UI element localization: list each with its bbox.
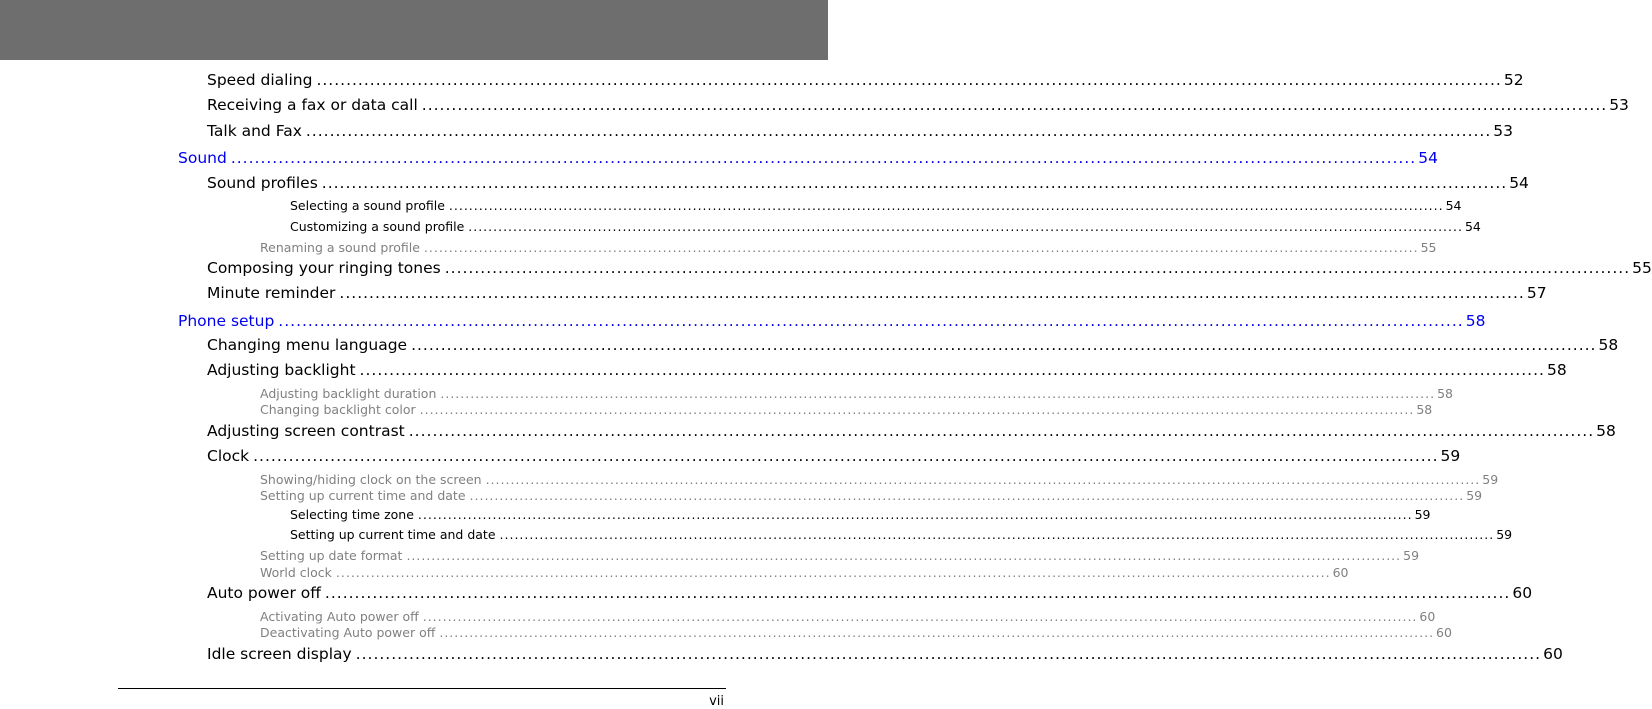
toc-entry-page: 59 (1403, 548, 1420, 563)
toc-entry[interactable] (290, 219, 1481, 234)
toc-entry[interactable] (207, 96, 1629, 114)
toc-entry[interactable] (207, 122, 1514, 140)
toc-section-link[interactable] (178, 149, 1438, 167)
toc-entry-label: Setting up current time and date (260, 488, 466, 503)
toc-entry-page: 53 (1609, 96, 1629, 114)
toc-entry-label: World clock (260, 565, 332, 580)
dot-leader: ........................................................................................................................................................................................................ (469, 488, 1465, 503)
dot-leader: ........................................................................................................................................................................................................ (406, 548, 1402, 563)
toc-entry-label: Sound profiles (207, 174, 318, 192)
toc-entry-label: Adjusting screen contrast (207, 422, 405, 440)
dot-leader: ........................................................................................................................................................................................................ (305, 122, 1492, 140)
toc-entry-page: 58 (1598, 336, 1619, 354)
toc-entry-label: Adjusting backlight duration (260, 386, 437, 401)
dot-leader: ........................................................................................................................................................................................................ (421, 96, 1608, 114)
toc-entry[interactable] (207, 284, 1547, 302)
toc-entry-label: Setting up current time and date (290, 527, 496, 542)
toc-entry-page: 59 (1482, 472, 1499, 487)
toc-entry-page: 59 (1414, 507, 1431, 522)
toc-entry-label: Adjusting backlight (207, 361, 356, 379)
toc-entry[interactable] (260, 240, 1437, 255)
dot-leader: ........................................................................................................................................................................................................ (230, 149, 1417, 167)
dot-leader: ........................................................................................................................................................................................................ (444, 259, 1631, 277)
toc-entry-label: Clock (207, 447, 250, 465)
toc-entry-label: Deactivating Auto power off (260, 625, 436, 640)
toc-entry-label: Renaming a sound profile (260, 240, 420, 255)
toc-entry-page: 60 (1332, 565, 1349, 580)
dot-leader: ........................................................................................................................................................................................................ (417, 507, 1413, 522)
toc-entry[interactable] (260, 548, 1420, 563)
toc-entry-page: 54 (1509, 174, 1529, 192)
toc-entry[interactable] (260, 565, 1349, 580)
toc-entry[interactable] (207, 174, 1529, 192)
dot-leader: ........................................................................................................................................................................................................ (499, 527, 1495, 542)
toc-section-link[interactable] (178, 312, 1486, 330)
dot-leader: ........................................................................................................................................................................................................ (439, 625, 1435, 640)
toc-entry-label: Minute reminder (207, 284, 336, 302)
toc-entry-label: Talk and Fax (207, 122, 302, 140)
toc-entry[interactable] (207, 71, 1524, 89)
dot-leader: ........................................................................................................................................................................................................ (440, 386, 1436, 401)
toc-entry-label: Selecting a sound profile (290, 198, 445, 213)
toc-entry-page: 59 (1440, 447, 1461, 465)
toc-entry-page: 55 (1632, 259, 1652, 277)
dot-leader: ........................................................................................................................................................................................................ (324, 584, 1511, 602)
toc-entry[interactable] (290, 527, 1513, 542)
toc-entry-label: Changing menu language (207, 336, 408, 354)
toc-entry[interactable] (260, 472, 1499, 487)
toc-entry-page: 54 (1464, 219, 1481, 234)
dot-leader: ........................................................................................................................................................................................................ (316, 71, 1502, 89)
toc-entry-page: 60 (1512, 584, 1533, 602)
dot-leader: ........................................................................................................................................................................................................ (422, 609, 1418, 624)
toc-entry[interactable] (207, 447, 1461, 465)
dot-leader: ........................................................................................................................................................................................................ (359, 361, 1545, 379)
dot-leader: ........................................................................................................................................................................................................ (423, 240, 1419, 255)
toc-entry[interactable] (207, 645, 1563, 663)
toc-entry-label: Changing backlight color (260, 402, 416, 417)
toc-entry-label: Selecting time zone (290, 507, 414, 522)
toc-entry-page: 58 (1546, 361, 1567, 379)
toc-entry[interactable] (207, 336, 1619, 354)
toc-entry-page: 53 (1493, 122, 1514, 140)
toc-entry-page: 54 (1445, 198, 1462, 213)
toc-entry[interactable] (207, 361, 1567, 379)
toc-entry-label: Composing your ringing tones (207, 259, 441, 277)
toc-entry-page: 58 (1465, 312, 1486, 330)
toc-entry-page: 59 (1496, 527, 1513, 542)
dot-leader: ........................................................................................................................................................................................................ (321, 174, 1508, 192)
header-bar (0, 0, 828, 60)
toc-entry-label: Speed dialing (207, 71, 313, 89)
toc-entry-page: 59 (1466, 488, 1483, 503)
toc-entry-page: 54 (1418, 149, 1438, 167)
toc-entry-page: 60 (1419, 609, 1436, 624)
toc-entry-page: 60 (1436, 625, 1452, 640)
toc-entry-label: Customizing a sound profile (290, 219, 465, 234)
toc-entry-page: 58 (1416, 402, 1433, 417)
dot-leader: ........................................................................................................................................................................................................ (253, 447, 1439, 465)
toc-entry[interactable] (290, 507, 1431, 522)
toc-entry[interactable] (260, 609, 1436, 624)
toc-entry-label: Idle screen display (207, 645, 352, 663)
toc-entry-page: 58 (1596, 422, 1616, 440)
dot-leader: ........................................................................................................................................................................................................ (419, 402, 1415, 417)
page-number: vii (709, 694, 724, 709)
toc-entry-page: 60 (1543, 645, 1563, 663)
dot-leader: ........................................................................................................................................................................................................ (335, 565, 1331, 580)
dot-leader: ........................................................................................................................................................................................................ (468, 219, 1463, 234)
toc-entry-label: Auto power off (207, 584, 321, 602)
toc-entry-page: 55 (1420, 240, 1437, 255)
toc-entry-page: 52 (1503, 71, 1524, 89)
toc-entry[interactable] (207, 259, 1652, 277)
toc-entry-label: Sound (178, 149, 227, 167)
toc-entry-label: Showing/hiding clock on the screen (260, 472, 482, 487)
dot-leader: ........................................................................................................................................................................................................ (355, 645, 1542, 663)
toc-entry-page: 57 (1526, 284, 1547, 302)
toc-entry[interactable] (260, 402, 1433, 417)
dot-leader: ........................................................................................................................................................................................................ (485, 472, 1481, 487)
toc-entry-label: Receiving a fax or data call (207, 96, 418, 114)
toc-entry-label: Activating Auto power off (260, 609, 419, 624)
toc-entry[interactable] (260, 488, 1483, 503)
footer-rule (118, 688, 726, 689)
toc-entry-label: Phone setup (178, 312, 275, 330)
dot-leader: ........................................................................................................................................................................................................ (339, 284, 1525, 302)
dot-leader: ........................................................................................................................................................................................................ (278, 312, 1464, 330)
dot-leader: ........................................................................................................................................................................................................ (408, 422, 1595, 440)
dot-leader: ........................................................................................................................................................................................................ (448, 198, 1444, 213)
toc-entry[interactable] (290, 198, 1462, 213)
toc-entry[interactable] (207, 422, 1616, 440)
toc-entry-page: 58 (1437, 386, 1453, 401)
toc-entry[interactable] (260, 625, 1452, 640)
dot-leader: ........................................................................................................................................................................................................ (411, 336, 1597, 354)
toc-entry-label: Setting up date format (260, 548, 403, 563)
toc-entry[interactable] (260, 386, 1453, 401)
toc-entry[interactable] (207, 584, 1533, 602)
